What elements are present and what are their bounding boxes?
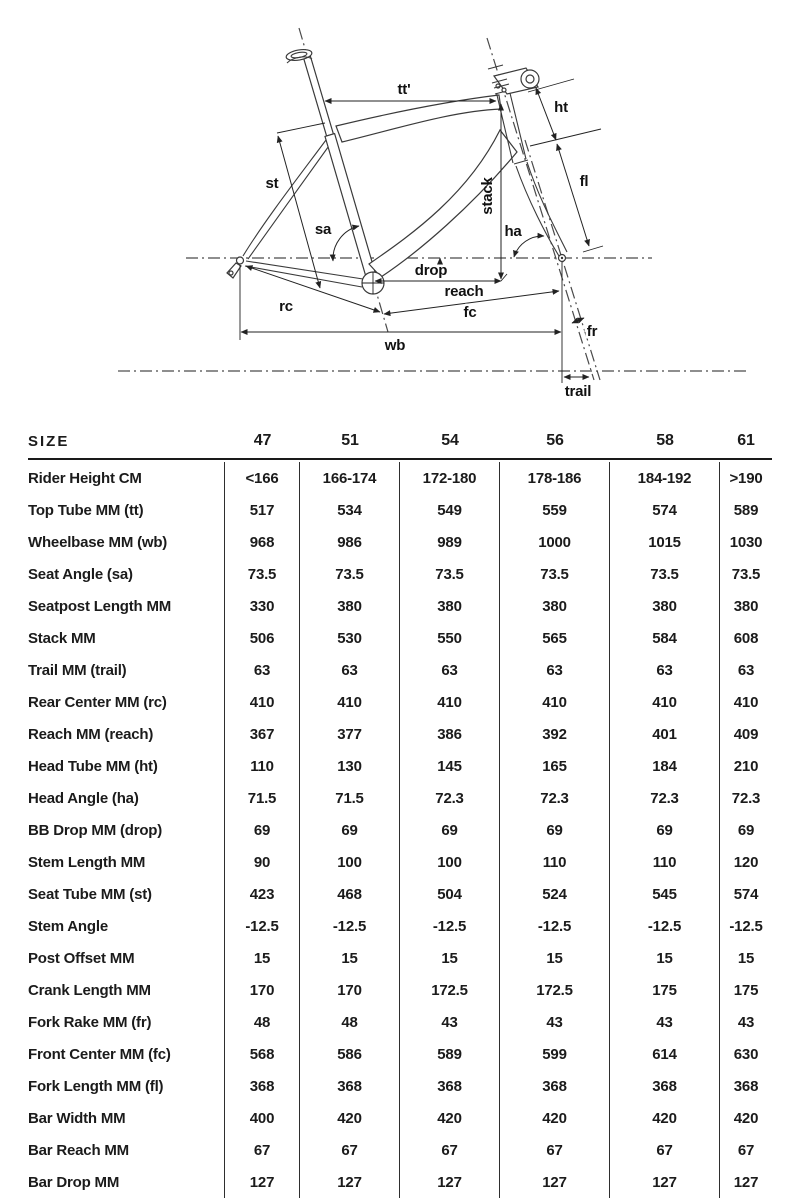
row-label: Reach MM (reach) <box>28 718 225 750</box>
size-col-51: 51 <box>341 432 359 449</box>
row-value: 172.5 <box>500 974 610 1006</box>
row-value: 530 <box>300 622 400 654</box>
row-value: 166-174 <box>300 462 400 494</box>
handlebar-bolt <box>526 75 534 83</box>
row-value: 73.5 <box>400 558 500 590</box>
dim-head-tube <box>536 88 556 140</box>
row-label: Head Angle (ha) <box>28 782 225 814</box>
table-row <box>28 1070 772 1102</box>
row-value: 63 <box>225 654 300 686</box>
row-value: 380 <box>610 590 720 622</box>
row-value: 69 <box>737 821 755 839</box>
row-value: 574 <box>733 885 759 903</box>
row-value: 120 <box>733 853 759 871</box>
row-value: -12.5 <box>729 917 763 935</box>
row-value: 380 <box>400 590 500 622</box>
row-value: 127 <box>300 1166 400 1198</box>
row-label: Stem Angle <box>28 910 225 942</box>
row-value: 127 <box>610 1166 720 1198</box>
row-label: Stem Length MM <box>28 846 225 878</box>
geometry-table <box>28 424 772 1198</box>
row-value: 368 <box>225 1070 300 1102</box>
row-value: 574 <box>610 494 720 526</box>
row-value: 420 <box>500 1102 610 1134</box>
row-value: 524 <box>500 878 610 910</box>
fork-blade <box>516 166 559 256</box>
row-value: 410 <box>225 686 300 718</box>
row-value: 630 <box>733 1045 759 1063</box>
row-value: 15 <box>500 942 610 974</box>
label-front-center: fc <box>463 304 477 321</box>
label-bb-drop: drop <box>414 262 448 279</box>
row-value: 175 <box>733 981 759 999</box>
table-row <box>28 846 772 878</box>
label-fork-length: fl <box>579 173 589 190</box>
table-row <box>28 1006 772 1038</box>
row-value: 608 <box>733 629 759 647</box>
row-label: Seat Angle (sa) <box>28 558 225 590</box>
row-label: Rear Center MM (rc) <box>28 686 225 718</box>
row-value: 420 <box>300 1102 400 1134</box>
row-value: 90 <box>225 846 300 878</box>
size-col-58: 58 <box>656 432 674 449</box>
row-value: >190 <box>729 469 763 487</box>
table-row <box>28 718 772 750</box>
bike-geometry-diagram <box>0 0 800 418</box>
row-value: 69 <box>225 814 300 846</box>
row-value: 565 <box>500 622 610 654</box>
row-value: 48 <box>225 1006 300 1038</box>
dim-seat-tube <box>278 136 320 288</box>
row-value: 63 <box>610 654 720 686</box>
row-value: 986 <box>300 526 400 558</box>
row-value: 43 <box>500 1006 610 1038</box>
row-value: 71.5 <box>225 782 300 814</box>
table-body <box>28 460 772 1198</box>
row-value: 423 <box>225 878 300 910</box>
label-head-tube: ht <box>554 99 568 116</box>
table-row <box>28 1166 772 1198</box>
row-value: 380 <box>733 597 759 615</box>
row-label: BB Drop MM (drop) <box>28 814 225 846</box>
row-value: 368 <box>300 1070 400 1102</box>
label-fork-rake: fr <box>586 323 598 340</box>
label-wheelbase: wb <box>384 337 406 354</box>
row-value: 127 <box>400 1166 500 1198</box>
row-value: 127 <box>225 1166 300 1198</box>
row-value: 73.5 <box>610 558 720 590</box>
table-row <box>28 590 772 622</box>
row-value: 67 <box>500 1134 610 1166</box>
row-value: 368 <box>400 1070 500 1102</box>
row-label: Fork Rake MM (fr) <box>28 1006 225 1038</box>
row-value: 15 <box>737 949 755 967</box>
row-value: 63 <box>400 654 500 686</box>
row-value: 175 <box>610 974 720 1006</box>
row-value: 110 <box>500 846 610 878</box>
row-value: 549 <box>400 494 500 526</box>
row-value: 73.5 <box>500 558 610 590</box>
row-value: 568 <box>225 1038 300 1070</box>
row-value: 410 <box>300 686 400 718</box>
row-value: -12.5 <box>225 910 300 942</box>
reach-tick <box>501 274 507 281</box>
row-value: 410 <box>400 686 500 718</box>
dim-fork-length <box>557 144 589 246</box>
size-col-54: 54 <box>441 432 459 449</box>
row-value: 69 <box>300 814 400 846</box>
table-row <box>28 686 772 718</box>
front-axle-dot <box>561 257 563 259</box>
row-label: Bar Drop MM <box>28 1166 225 1198</box>
row-value: 589 <box>733 501 759 519</box>
row-value: 43 <box>610 1006 720 1038</box>
row-value: 506 <box>225 622 300 654</box>
label-top-tube: tt' <box>397 81 411 98</box>
dim-fork-rake <box>572 318 584 323</box>
label-head-angle: ha <box>504 223 522 240</box>
row-label: Bar Width MM <box>28 1102 225 1134</box>
row-value: 178-186 <box>500 462 610 494</box>
table-row <box>28 622 772 654</box>
label-trail: trail <box>564 383 592 400</box>
row-value: 545 <box>610 878 720 910</box>
row-label: Seat Tube MM (st) <box>28 878 225 910</box>
table-row <box>28 526 772 558</box>
row-value: 614 <box>610 1038 720 1070</box>
row-value: 15 <box>225 942 300 974</box>
size-col-61: 61 <box>737 432 755 449</box>
row-value: 468 <box>300 878 400 910</box>
row-value: 367 <box>225 718 300 750</box>
row-value: 72.3 <box>500 782 610 814</box>
row-value: 130 <box>300 750 400 782</box>
row-value: 67 <box>225 1134 300 1166</box>
row-value: 100 <box>300 846 400 878</box>
row-value: 559 <box>500 494 610 526</box>
row-value: 504 <box>400 878 500 910</box>
table-row <box>28 1038 772 1070</box>
table-row <box>28 654 772 686</box>
row-value: 550 <box>400 622 500 654</box>
row-value: 377 <box>300 718 400 750</box>
derailleur-hanger <box>227 263 241 278</box>
row-value: 420 <box>610 1102 720 1134</box>
table-row <box>28 782 772 814</box>
table-row <box>28 814 772 846</box>
table-row <box>28 494 772 526</box>
row-value: 410 <box>733 693 759 711</box>
table-row <box>28 558 772 590</box>
row-value: 1015 <box>610 526 720 558</box>
row-value: -12.5 <box>500 910 610 942</box>
row-label: Wheelbase MM (wb) <box>28 526 225 558</box>
row-value: 172.5 <box>400 974 500 1006</box>
table-header <box>28 424 772 460</box>
table-row <box>28 942 772 974</box>
row-value: 380 <box>300 590 400 622</box>
table-row <box>28 1134 772 1166</box>
row-value: -12.5 <box>300 910 400 942</box>
row-value: 172-180 <box>400 462 500 494</box>
label-reach: reach <box>444 283 484 300</box>
dim-rear-center <box>246 266 380 312</box>
row-value: 63 <box>500 654 610 686</box>
row-value: 110 <box>610 846 720 878</box>
row-value: 73.5 <box>300 558 400 590</box>
row-value: 63 <box>300 654 400 686</box>
row-value: 517 <box>225 494 300 526</box>
row-value: 72.3 <box>400 782 500 814</box>
row-value: 67 <box>300 1134 400 1166</box>
row-label: Post Offset MM <box>28 942 225 974</box>
row-value: 210 <box>733 757 759 775</box>
row-label: Trail MM (trail) <box>28 654 225 686</box>
row-value: 48 <box>300 1006 400 1038</box>
table-row <box>28 974 772 1006</box>
row-label: Bar Reach MM <box>28 1134 225 1166</box>
row-label: Top Tube MM (tt) <box>28 494 225 526</box>
row-value: 67 <box>610 1134 720 1166</box>
row-value: 72.3 <box>610 782 720 814</box>
row-value: 386 <box>400 718 500 750</box>
size-header: SIZE <box>28 432 70 450</box>
seat-stay <box>243 140 326 256</box>
stem-bolt <box>502 88 506 92</box>
row-value: 184 <box>610 750 720 782</box>
row-value: 420 <box>400 1102 500 1134</box>
row-value: 368 <box>610 1070 720 1102</box>
row-value: 410 <box>500 686 610 718</box>
row-value: 401 <box>610 718 720 750</box>
rear-dropout <box>237 257 244 264</box>
row-value: 420 <box>733 1109 759 1127</box>
table-row <box>28 910 772 942</box>
seat-stay <box>248 143 331 259</box>
row-label: Front Center MM (fc) <box>28 1038 225 1070</box>
row-label: Fork Length MM (fl) <box>28 1070 225 1102</box>
st-extension <box>277 123 325 133</box>
label-seat-angle: sa <box>314 221 332 238</box>
row-value: 586 <box>300 1038 400 1070</box>
row-label: Stack MM <box>28 622 225 654</box>
size-col-47: 47 <box>253 432 272 449</box>
row-value: 1000 <box>500 526 610 558</box>
row-value: 69 <box>400 814 500 846</box>
row-value: 989 <box>400 526 500 558</box>
row-value: 392 <box>500 718 610 750</box>
row-value: 165 <box>500 750 610 782</box>
row-value: 43 <box>400 1006 500 1038</box>
row-value: 73.5 <box>731 565 761 583</box>
row-value: 170 <box>225 974 300 1006</box>
table-row <box>28 1102 772 1134</box>
row-value: 127 <box>733 1173 759 1191</box>
row-value: 145 <box>400 750 500 782</box>
row-value: 110 <box>225 750 300 782</box>
row-value: 1030 <box>729 533 763 551</box>
row-value: 67 <box>737 1141 755 1159</box>
row-value: 170 <box>300 974 400 1006</box>
row-value: 400 <box>225 1102 300 1134</box>
row-value: 72.3 <box>731 789 761 807</box>
row-label: Seatpost Length MM <box>28 590 225 622</box>
row-value: 589 <box>400 1038 500 1070</box>
row-value: 73.5 <box>225 558 300 590</box>
table-row <box>28 878 772 910</box>
row-value: 15 <box>610 942 720 974</box>
row-value: 380 <box>500 590 610 622</box>
row-value: 69 <box>610 814 720 846</box>
row-value: 410 <box>610 686 720 718</box>
row-value: 584 <box>610 622 720 654</box>
seat-tube <box>325 134 378 285</box>
row-value: 599 <box>500 1038 610 1070</box>
label-stack: stack <box>479 177 496 215</box>
hanger-bolt <box>229 271 233 275</box>
row-value: <166 <box>225 462 300 494</box>
row-value: 71.5 <box>300 782 400 814</box>
size-col-56: 56 <box>546 432 564 449</box>
row-value: 368 <box>500 1070 610 1102</box>
row-label: Crank Length MM <box>28 974 225 1006</box>
row-value: 100 <box>400 846 500 878</box>
row-value: 63 <box>737 661 755 679</box>
row-value: 368 <box>733 1077 759 1095</box>
table-row <box>28 750 772 782</box>
row-value: 15 <box>400 942 500 974</box>
row-value: 127 <box>500 1166 610 1198</box>
row-value: 968 <box>225 526 300 558</box>
row-value: 534 <box>300 494 400 526</box>
top-tube <box>336 95 501 142</box>
row-label: Head Tube MM (ht) <box>28 750 225 782</box>
row-value: -12.5 <box>610 910 720 942</box>
row-value: 43 <box>737 1013 755 1031</box>
row-label: Rider Height CM <box>28 462 225 494</box>
row-value: 69 <box>500 814 610 846</box>
row-value: 184-192 <box>610 462 720 494</box>
label-seat-tube: st <box>265 175 279 192</box>
row-value: 409 <box>733 725 759 743</box>
row-value: 15 <box>300 942 400 974</box>
label-rear-center: rc <box>279 298 293 315</box>
row-value: 330 <box>225 590 300 622</box>
row-value: 67 <box>400 1134 500 1166</box>
table-row <box>28 462 772 494</box>
row-value: -12.5 <box>400 910 500 942</box>
